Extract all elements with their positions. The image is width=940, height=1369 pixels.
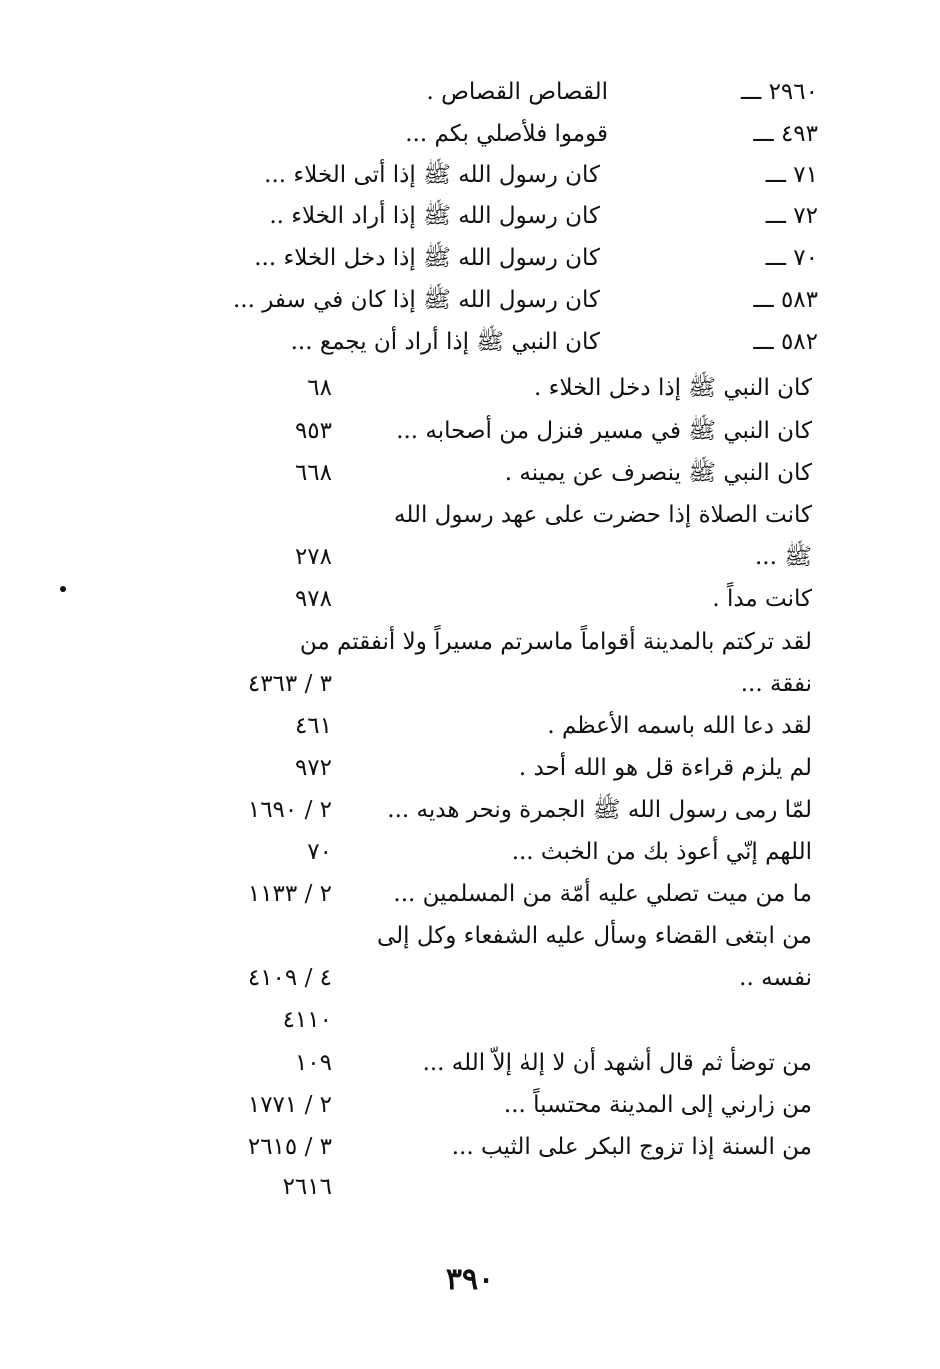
entry-number: ٢٩٦٠ ـــ [741,79,818,105]
index-entry [0,368,940,408]
index-entry [0,958,940,998]
index-entry [0,832,940,872]
entry-text: لمّا رمى رسول الله ﷺ الجمرة ونحر هديه ... [387,797,812,823]
entry-text: قوموا فلأصلي بكم ... [405,121,608,147]
entry-number: ٥٨٢ ـــ [753,329,818,355]
entry-ref: ٦٦٨ [294,460,332,486]
index-entry [0,1167,940,1207]
entry-text: القصاص القصاص . [426,79,608,105]
entry-text: كانت مداً . [712,586,812,612]
entry-text: كان النبي ﷺ ينصرف عن يمينه . [504,460,812,486]
index-entry [0,1085,940,1125]
entry-ref: ٢ / ١٦٩٠ [247,797,332,823]
index-entry [0,748,940,788]
entry-text: كان رسول الله ﷺ إذا أتى الخلاء ... [264,162,600,188]
entry-text: كان النبي ﷺ إذا دخل الخلاء . [534,375,812,401]
entry-ref: ٤٦١ [294,713,332,739]
top-entry [0,322,940,362]
entry-text: من زارني إلى المدينة محتسباً ... [503,1092,812,1118]
entry-text: لقد تركتم بالمدينة أقواماً ماسرتم مسيراً ولا أنفقتم من [299,629,812,655]
index-entry [0,453,940,493]
entry-ref: ٧٠ [307,839,332,865]
index-entry [0,495,940,535]
entry-text: لقد دعا الله باسمه الأعظم . [547,713,812,739]
entry-number: ٥٨٣ ـــ [753,287,818,313]
index-entry [0,1000,940,1040]
top-entry [0,196,940,236]
entry-text: كان رسول الله ﷺ إذا أراد الخلاء .. [269,203,600,229]
top-entry [0,238,940,278]
entry-text: نفسه .. [739,965,812,991]
top-entry [0,155,940,195]
entry-text: كان النبي ﷺ إذا أراد أن يجمع ... [290,329,600,355]
entry-text: ﷺ ... [754,544,812,570]
entry-text: ما من ميت تصلي عليه أمّة من المسلمين ... [393,881,812,907]
entry-ref: ٢ / ١١٣٣ [247,881,332,907]
entry-number: ٧٢ ـــ [765,203,818,229]
index-entry [0,579,940,619]
index-entry [0,1043,940,1083]
entry-ref: ٤١١٠ [282,1007,332,1033]
index-entry [0,411,940,451]
entry-ref: ١٠٩ [294,1050,332,1076]
index-entry [0,706,940,746]
index-entry [0,622,940,662]
entry-text: من السنة إذا تزوج البكر على الثيب ... [451,1134,812,1160]
entry-ref: ٣ / ٢٦١٥ [247,1134,332,1160]
entry-text: من ابتغى القضاء وسأل عليه الشفعاء وكل إلى [376,923,812,949]
entry-ref: ٩٧٢ [294,755,332,781]
entry-text: كان رسول الله ﷺ إذا كان في سفر ... [232,287,600,313]
entry-ref: ٢٦١٦ [282,1174,332,1200]
top-entry [0,72,940,112]
index-entry [0,1127,940,1167]
index-entry [0,537,940,577]
index-entry [0,874,940,914]
ink-speck [60,586,66,592]
entry-ref: ٦٨ [307,375,332,401]
page-number: ٣٩٠ [445,1262,495,1297]
entry-number: ٧١ ـــ [765,162,818,188]
entry-ref: ٤ / ٤١٠٩ [247,965,332,991]
entry-number: ٧٠ ـــ [765,245,818,271]
entry-ref: ٣ / ٤٣٦٣ [247,671,332,697]
top-entry [0,114,940,154]
entry-text: نفقة ... [740,671,812,697]
entry-number: ٤٩٣ ـــ [753,121,818,147]
index-entry [0,790,940,830]
entry-ref: ٩٧٨ [294,586,332,612]
entry-text: كانت الصلاة إذا حضرت على عهد رسول الله [394,502,812,528]
entry-ref: ٢٧٨ [294,544,332,570]
entry-text: من توضأ ثم قال أشهد أن لا إلهٰ إلاّ الله ... [422,1050,812,1076]
entry-ref: ٩٥٣ [294,418,332,444]
entry-text: كان رسول الله ﷺ إذا دخل الخلاء ... [254,245,600,271]
entry-text: لم يلزم قراءة قل هو الله أحد . [518,755,812,781]
top-entry [0,280,940,320]
entry-text: كان النبي ﷺ في مسير فنزل من أصحابه ... [396,418,812,444]
index-entry [0,664,940,704]
index-entry [0,916,940,956]
entry-text: اللهم إنّي أعوذ بك من الخبث ... [511,839,812,865]
entry-ref: ٢ / ١٧٧١ [247,1092,332,1118]
